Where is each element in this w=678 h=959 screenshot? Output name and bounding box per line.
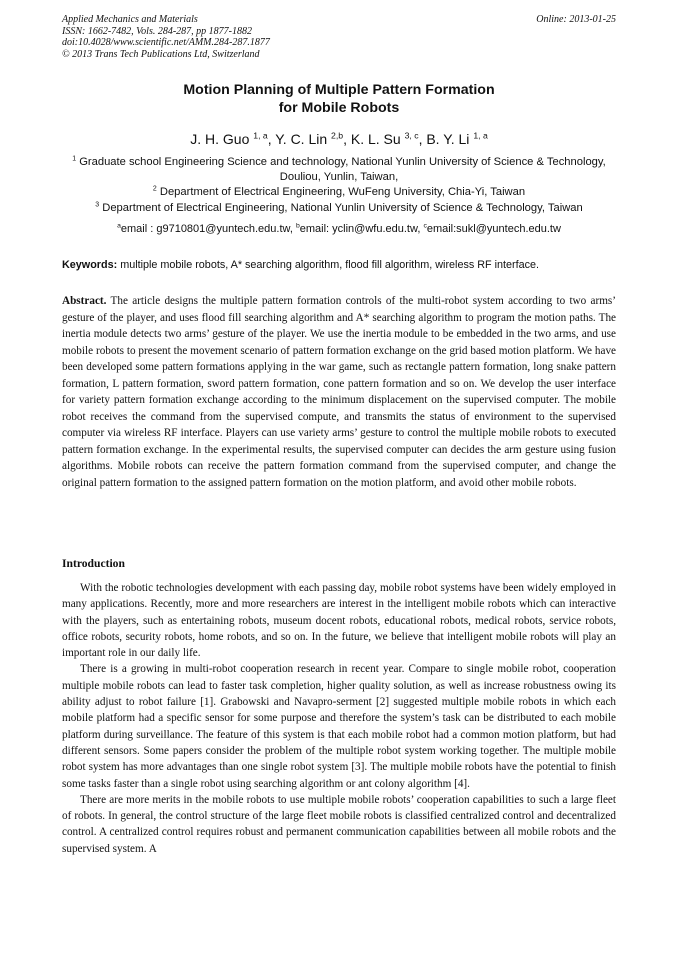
author-emails xyxy=(62,222,616,236)
keywords-text: multiple mobile robots, A* searching algorithm, flood fill algorithm, wireless RF interface. xyxy=(120,259,540,271)
author-2: Y. C. Lin $^{2,b}$, xyxy=(275,130,351,147)
author-list xyxy=(62,130,616,148)
section-heading-introduction: Introduction xyxy=(62,557,125,570)
abstract-text: The article designs the multiple pattern formation controls of the multi-robot system according to two arms’ gesture of the player, and uses flood fill searching algorithm and A* searching algorithm to program the motion paths. The inertia module detects two arms’ gesture of the player. We use the inertia module to be embedded in the two arms, and use mobile robots to present the movement scenario of pattern formation exchange on the grid based motion platform. We have been developed some pattern formations applying in the war game, such as rectangle pattern formation, long snake pattern formation, L pattern formation, sword pattern formation, cone pattern formation and so on. We develop the user interface for variety pattern formation exchange according to the minimum displacement on the supervised computer. The mobile robot receives the command from the supervised compute, and transmits the status of environment to the supervised computer via wireless RF interface. Players can use variety arms’ gesture to control the multiple mobile robots to executed pattern formation exchange. In the experimental results, the supervised computer can decides the arm gesture using fusion algorithms. Mobile robots can receive the pattern formation command from the supervised computer, and change the original pattern formation to the assigned pattern formation on the motion platform, and avoid other mobile robots. xyxy=(62,295,616,489)
affiliations xyxy=(56,155,622,216)
email-b: $^b$email: yclin@wfu.edu.tw, xyxy=(295,222,424,235)
keywords-label: Keywords: xyxy=(62,259,118,271)
doi-line: doi:10.4028/www.scientific.net/AMM.284-287.1877 xyxy=(62,37,270,48)
keywords xyxy=(62,258,622,272)
title-line-2: for Mobile Robots xyxy=(278,100,400,116)
copyright-line: © 2013 Trans Tech Publications Ltd, Switzerland xyxy=(62,48,260,60)
intro-paragraph-2: There is a growing in multi-robot cooperation research in recent year. Compare to single mobile robot, cooperation multiple mobile robots can lead to faster task completion, higher quality solution, as well as increase robustness owing its ability adjust to robot failure [1]. Grabowski and Navapro-serment [2] suggested multiple mobile robots in which each mobile platform had a specific sensor for some purpose and therefore the system’s task can be distributed to each mobile platform during surveillance. The feature of this system is that each mobile robot had a common motion platform, but had different sensors. Some papers consider the problem of the multiple robot system working together. The multiple mobile robot system has more advantages than one single robot system [3]. The multiple mobile robots have the potential to finish some tasks faster than a single robot using searching algorithm or ant colony algorithm [4]. xyxy=(62,663,616,790)
paper-title xyxy=(62,81,616,117)
journal-name: Applied Mechanics and Materials xyxy=(62,14,198,25)
online-date: Online: 2013-01-25 xyxy=(536,14,616,25)
author-4: B. Y. Li $^{1, a}$ xyxy=(426,130,488,147)
email-a: $^a$email : g9710801@yuntech.edu.tw, xyxy=(117,222,296,235)
author-1: J. H. Guo $^{1, a}$, xyxy=(190,130,276,147)
abstract-label: Abstract. xyxy=(62,295,107,307)
email-c: $^c$email:sukl@yuntech.edu.tw xyxy=(423,222,561,235)
affiliation-1: $^1$ Graduate school Engineering Science and technology, National Yunlin University of Science & Technology, Douliou, Yunlin, Taiwan, xyxy=(72,155,606,184)
intro-paragraph-3: There are more merits in the mobile robots to use multiple mobile robots’ cooperation capabilities to such a large fleet of robots. In general, the control structure of the large fleet mobile robots is classified centralized control and decentralized control. A centralized control requires robust and permanent communication capabilities between all mobile robots and the supervised system. A xyxy=(62,793,616,855)
issn-line: ISSN: 1662-7482, Vols. 284-287, pp 1877-1882 xyxy=(62,25,252,37)
intro-paragraph-1: With the robotic technologies development with each passing day, mobile robot systems have been widely employed in many applications. Recently, more and more researchers are interest in the intelligent mobile robots which can interactive with the players, such as entertaining robots, museum docent robots, educational robots, medical robots, service robots, office robots, security robots, home robots, and so on. In the future, we believe that intelligent mobile robots will play an important role in our daily life. xyxy=(62,582,616,660)
author-3: K. L. Su $^{3, c}$, xyxy=(350,130,427,147)
journal-header xyxy=(62,14,616,60)
abstract xyxy=(62,293,616,491)
affiliation-2: $^2$ Department of Electrical Engineering, WuFeng University, Chia-Yi, Taiwan xyxy=(152,185,526,199)
title-line-1: Motion Planning of Multiple Pattern Formation xyxy=(183,82,495,98)
introduction-body xyxy=(62,580,616,857)
affiliation-3: $^3$ Department of Electrical Engineering, National Yunlin University of Science & Technology, Taiwan xyxy=(95,200,583,214)
